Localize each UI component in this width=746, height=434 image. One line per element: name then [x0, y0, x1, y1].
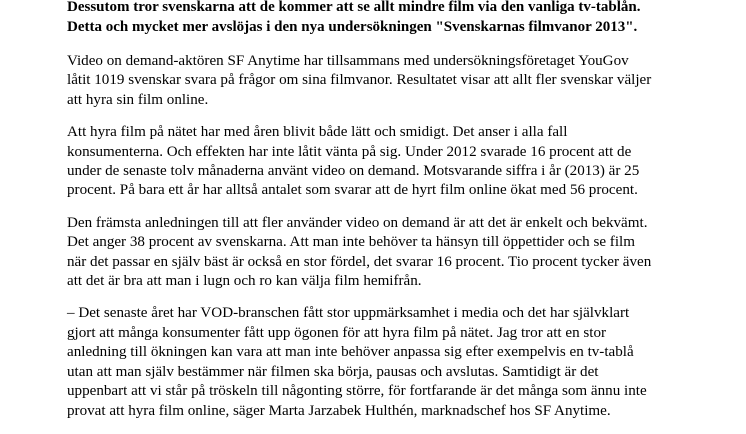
- text-line: Det anger 38 procent av svenskarna. Att man inte behöver ta hänsyn till öppettider och se film: [67, 234, 635, 251]
- text-line: uppenbart att vi står på tröskeln till någonting större, för fortfarande är det många som ännu inte: [67, 383, 647, 400]
- text-line: provat att hyra film online, säger Marta Jarzabek Hulthén, marknadschef hos SF Anytime.: [67, 402, 611, 419]
- text-line: Video on demand-aktören SF Anytime har tillsammans med undersökningsföretaget YouGov: [67, 53, 629, 69]
- text-line: att det är bra att man i lugn och ro kan välja film hemifrån.: [67, 273, 422, 290]
- text-line: under de senaste tolv månaderna använt video on demand. Motsvarande siffra i år (2013) är 25: [67, 163, 640, 180]
- lead-line: Dessutom tror svenskarna att de kommer att se allt mindre film via den vanliga tv-tablån.: [67, 0, 641, 15]
- text-line: låtit 1019 svenskar svara på frågor om sina filmvanor. Resultatet visar att allt fler svenskar väljer: [67, 72, 652, 89]
- paragraph-intro: [67, 52, 707, 110]
- document-body: [67, 0, 707, 434]
- text-line: att hyra sin film online.: [67, 91, 209, 108]
- text-line: gjort att många konsumenter fått upp ögonen för att hyra film på nätet. Jag tror att en stor: [67, 324, 607, 341]
- lead-line: Detta och mycket mer avslöjas i den nya undersökningen "Svenskarnas filmvanor 2013".: [67, 19, 638, 35]
- text-line: – Det senaste året har VOD-branschen fått stor uppmärksamhet i media och det har självklart: [67, 305, 630, 322]
- text-line: utan att man själv bestämmer när filmen ska börja, pausas och avslutas. Samtidigt är det: [67, 363, 599, 380]
- paragraph-reasons: [67, 214, 707, 292]
- paragraph-quote: [67, 304, 707, 420]
- paragraph-statistics: [67, 123, 707, 201]
- text-line: konsumenterna. Och effekten har inte låtit vänta på sig. Under 2012 svarade 16 procent att de: [67, 143, 632, 160]
- text-line: procent. På bara ett år har alltså antalet som svarar att de hyrt film online ökat med 56 procent.: [67, 182, 638, 199]
- lead-paragraph: [67, 0, 707, 37]
- text-line: när det passar en själv bäst är också en stor fördel, det svarar 16 procent. Tio procent tycker även: [67, 253, 652, 270]
- text-line: Den främsta anledningen till att fler använder video on demand är att det är enkelt och bekvämt.: [67, 214, 648, 231]
- text-line: anledning till ökningen kan vara att man inte behöver anpassa sig efter exempelvis en tv-tablå: [67, 344, 634, 361]
- text-line: Att hyra film på nätet har med åren blivit både lätt och smidigt. Det anser i alla fall: [67, 124, 568, 141]
